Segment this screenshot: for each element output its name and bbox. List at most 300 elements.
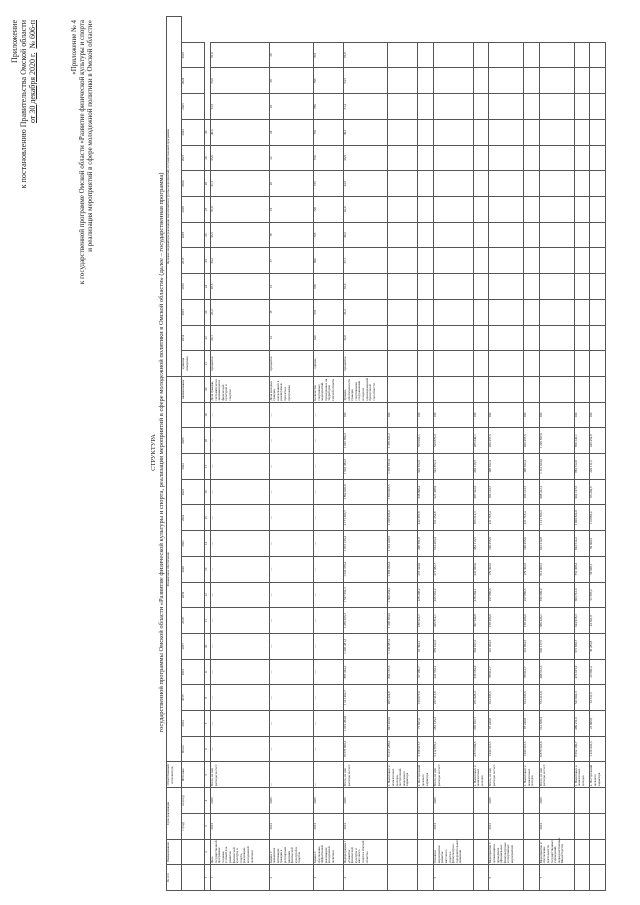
year-header: 2015 [182,685,205,711]
row-value: 965 324,8 [388,685,418,711]
row-from: 2014 [434,813,474,839]
empty-cell [473,119,489,145]
row-to: 2025 [211,788,270,814]
column-number: 11 [205,608,211,634]
indicator-value: 45,0 [211,145,270,171]
row-value: 230 184,9 [473,659,489,685]
indicator-value: 39,6 [344,222,388,248]
row-value: 69 600,6 [590,531,606,557]
indicator-value: 55,0 [211,42,270,68]
indicator-value: 750 [314,145,344,171]
column-header: Целевые индикаторы реализации мероприятия (группы мероприятий) государственной программы [167,17,182,377]
column-header: Наименование [167,839,182,865]
row-to: 2025 [314,788,344,814]
row-from: 2014 [314,813,344,839]
row-number: 7 [539,865,574,891]
title-line-1: СТРУКТУРА [150,434,157,471]
row-source: Всего, из них расходы за счет: [489,762,524,788]
row-value: 574 213,9 [539,685,574,711]
empty-cell [574,145,590,171]
row-value: 104 335,6 [524,685,540,711]
empty-cell [524,325,540,351]
document-title [150,0,166,905]
empty-cell [388,42,418,68]
row-value: 1 553 947,5 [388,479,418,505]
row-value: 100 [574,402,590,428]
row-value: 1 296 597,9 [539,428,574,454]
column-number: 12 [205,582,211,608]
row-value: 485 649,1 [473,428,489,454]
row-to [418,788,434,814]
empty-cell [524,351,540,377]
empty-cell [539,68,574,94]
row-value: 100 [418,402,434,428]
row-value: 471 382,7 [434,556,474,582]
row-value: — [314,531,344,557]
subheader: с (год) [182,813,205,839]
empty-cell [434,68,474,94]
row-value: 446 454,8 [590,428,606,454]
row-source: 2. Поступлений целевого характера [418,762,434,788]
empty-cell [473,376,489,402]
indicator-value: 44,5 [344,171,388,197]
row-value: 188 621,7 [418,608,434,634]
row-value: — [314,659,344,685]
row-value: 100 [434,402,474,428]
row-name [574,839,590,865]
indicator-unit: процентов [269,351,313,377]
row-value: 512 308,4 [539,711,574,737]
year-header: 2019 [182,197,205,223]
row-value: 228 208,2 [418,582,434,608]
indicator-value: 795 [314,68,344,94]
column-number: 3 [205,813,211,839]
row-to [574,788,590,814]
row-value: 693 712,0 [574,582,590,608]
empty-cell [434,145,474,171]
empty-cell [434,222,474,248]
column-header: Финансовое обеспечение [167,376,182,762]
column-number: 26 [205,222,211,248]
row-value: 241 563,2 [434,659,474,685]
empty-cell [524,222,540,248]
row-source: 1. Налоговых и неналоговых доходов [524,762,540,788]
row-value: 426 812,1 [434,608,474,634]
year-header: 2021 [182,531,205,557]
empty-cell [590,42,606,68]
empty-cell [590,274,606,300]
row-value: — [314,711,344,737]
row-name: Цель государственной программы: создание условий для развития физической культуры и спорта, реализации молодежной политики [211,839,270,865]
empty-cell [489,171,524,197]
row-source: — [314,762,344,788]
column-number: 18 [205,428,211,454]
indicator-name: Количество спортивных мероприятий, проведенных на территории Омской области [314,376,344,402]
column-header: Ответственный исполнитель [167,762,182,788]
row-value: 158 206,0 [524,608,540,634]
row-value: — [314,479,344,505]
table-row [590,17,606,891]
row-value: 998 412,1 [539,479,574,505]
row-value: 1 397 811,9 [388,454,418,480]
year-header: Всего [182,736,205,762]
empty-cell [418,119,434,145]
empty-cell [590,376,606,402]
row-value: 114 883,4 [590,505,606,531]
row-value: — [269,633,313,659]
empty-cell [539,145,574,171]
row-source: Всего, из них расходы за счет: [344,762,388,788]
row-value: — [269,685,313,711]
year-header: 2017 [182,248,205,274]
row-from [574,813,590,839]
indicator-value: 46,9 [344,145,388,171]
table-row [269,17,313,891]
empty-cell [590,351,606,377]
empty-cell [418,42,434,68]
empty-cell [434,299,474,325]
indicator-value: 55,0 [211,68,270,94]
row-value: — [269,531,313,557]
row-name: Мероприятие 2: обеспечение деятельности государственных учреждений, подведомственных Министерству [539,839,574,865]
row-value: 196 114,7 [524,479,540,505]
empty-cell [418,171,434,197]
empty-cell [473,299,489,325]
indicator-value: 690 [314,248,344,274]
year-header: 2024 [182,454,205,480]
approval-number: № 606-п [28,20,37,49]
row-value: — [314,454,344,480]
empty-cell [524,171,540,197]
row-number [524,865,540,891]
table-row [434,17,474,891]
row-value: — [269,479,313,505]
empty-cell [524,299,540,325]
year-header: 2014 [182,711,205,737]
row-value: 100 [473,402,489,428]
row-value: — [269,711,313,737]
row-value: 100 [539,402,574,428]
row-value: 156 077,9 [418,685,434,711]
row-value: 441 926,0 [473,556,489,582]
indicator-value: 28 [269,68,313,94]
row-value: — [314,736,344,762]
empty-cell [489,119,524,145]
indicator-value: 810 [314,42,344,68]
subheader: единица измерения [182,351,205,377]
row-value: 602 117,5 [539,633,574,659]
empty-cell [388,376,418,402]
indicator-value: 26 [269,94,313,120]
row-value: 482 113,5 [473,531,489,557]
row-to [473,788,489,814]
row-value: 15 417 288,6 [388,736,418,762]
year-header: 2023 [182,479,205,505]
indicator-value: 18 [269,222,313,248]
row-value: 1 944 321,5 [524,736,540,762]
row-value: — [211,685,270,711]
indicator-value: 37,0 [211,197,270,223]
row-to: 2025 [344,788,388,814]
indicator-value: 42,0 [344,197,388,223]
indicator-value: 49,3 [211,119,270,145]
row-value: — [269,736,313,762]
empty-cell [574,299,590,325]
row-value: — [269,428,313,454]
indicator-value: 780 [314,94,344,120]
row-value: 1 641 376,4 [344,556,388,582]
row-value: — [211,479,270,505]
empty-cell [590,197,606,223]
column-number: 4 [205,788,211,814]
row-number: 6 [489,865,524,891]
empty-cell [574,222,590,248]
table-row [388,17,418,891]
row-value: 1 309 454,1 [388,582,418,608]
indicator-value: 640 [314,325,344,351]
empty-cell [489,94,524,120]
table-row [489,17,524,891]
empty-cell [574,42,590,68]
header-row [167,17,182,891]
row-value: 158 206,0 [489,608,524,634]
year-header: 2025 [182,42,205,68]
column-number: 2 [205,839,211,865]
row-value: 1 728 935,9 [388,505,418,531]
row-value: — [211,454,270,480]
row-value: 487 322,6 [473,479,489,505]
row-value: 913 214,8 [539,531,574,557]
empty-cell [590,68,606,94]
row-value: 843 614,2 [574,531,590,557]
row-from [388,813,418,839]
row-value: 100 [489,402,524,428]
empty-cell [539,222,574,248]
row-value: 71 821,0 [418,711,434,737]
row-from: 2014 [539,813,574,839]
row-value: 1 121 402,7 [344,685,388,711]
row-value: 752 308,4 [574,556,590,582]
empty-cell [590,325,606,351]
year-header: 2024 [182,68,205,94]
row-value: 883 512,8 [574,454,590,480]
row-value: 1 944 321,5 [489,736,524,762]
row-from [524,813,540,839]
empty-cell [524,197,540,223]
subheader-row [182,17,205,891]
row-value: 30 286,8 [590,633,606,659]
row-source: Всего, из них расходы за счет: [434,762,474,788]
column-number: 28 [205,171,211,197]
year-header: 2018 [182,608,205,634]
row-value: 1 901 384,5 [344,454,388,480]
row-source: — [269,762,313,788]
row-value: 179 302,6 [524,556,540,582]
empty-cell [473,325,489,351]
empty-cell [418,274,434,300]
blank-header [182,402,205,428]
row-value: 1 925 384,3 [344,428,388,454]
annex-block [70,20,94,284]
row-number: 4 [344,865,388,891]
row-value: 200 457,6 [524,428,540,454]
empty-cell [473,351,489,377]
column-number: 29 [205,145,211,171]
column-number: 9 [205,659,211,685]
empty-cell [539,325,574,351]
indicator-value: 30,2 [211,248,270,274]
row-value: 141 064,3 [524,633,540,659]
row-source: 1. Налоговых и неналоговых доходов, поступлений нецелевого характера [388,762,418,788]
row-number [388,865,418,891]
indicator-name: Уровень обеспеченности граждан спортивными сооружениями исходя из единовременной пропускной способности [344,376,388,402]
indicator-unit: процентов [211,351,270,377]
empty-cell [590,171,606,197]
row-name: Задача 2: обеспечение эффективной реализации молодежной политики [314,839,344,865]
row-number [590,865,606,891]
indicator-value: 670 [314,274,344,300]
row-value: — [211,711,270,737]
empty-cell [590,145,606,171]
row-value: — [269,505,313,531]
indicator-value: 24,1 [211,325,270,351]
row-value: — [314,556,344,582]
row-value: 526 876,0 [434,428,474,454]
empty-cell [590,94,606,120]
column-number: 27 [205,197,211,223]
row-value: 498 612,3 [539,659,574,685]
empty-cell [524,94,540,120]
row-value: 1 019 284,9 [344,711,388,737]
empty-cell [539,171,574,197]
empty-cell [574,351,590,377]
empty-cell [388,299,418,325]
indicator-name: Доля молодых граждан, вовлеченных в реализуемые проекты и программы [269,376,313,402]
year-header: 2014 [182,325,205,351]
row-value: 23 096,8 [590,711,606,737]
indicator-value: 28,5 [211,274,270,300]
empty-cell [574,274,590,300]
column-number: 25 [205,248,211,274]
year-header: 2020 [182,556,205,582]
row-value: 9 876 543,0 [539,736,574,762]
row-to: 2025 [539,788,574,814]
empty-cell [590,222,606,248]
empty-cell [434,325,474,351]
row-to [590,788,606,814]
table-row [344,17,388,891]
approval-date-line [28,20,37,188]
subheader: Источник [182,762,205,788]
row-value: 51 597,2 [590,582,606,608]
empty-cell [418,376,434,402]
row-value: 484 116,5 [473,454,489,480]
row-value: 1 516 428,6 [388,531,418,557]
column-number: 8 [205,685,211,711]
row-name [473,839,489,865]
column-number: 14 [205,531,211,557]
row-value: 198 632,4 [524,454,540,480]
column-number: 5 [205,762,211,788]
empty-cell [388,351,418,377]
row-value: 379 412,6 [434,633,474,659]
row-value: 100 [388,402,418,428]
column-number: 21 [205,351,211,377]
row-value: 571 830,7 [574,633,590,659]
column-number: 1 [205,865,211,891]
row-name [418,839,434,865]
row-value: 1 456 925,3 [344,608,388,634]
row-value: 5 212 876,1 [434,736,474,762]
empty-cell [473,42,489,68]
empty-cell [434,351,474,377]
indicator-value: 41,1 [211,171,270,197]
row-value: 489 211,6 [574,711,590,737]
annex-line-2: к государственной программе Омской области «Развитие физической культуры и спорта [78,20,86,285]
empty-cell [434,171,474,197]
empty-cell [388,119,418,145]
row-value: 196 114,7 [489,479,524,505]
empty-cell [524,42,540,68]
row-value: 745 309,2 [539,582,574,608]
row-value: — [211,505,270,531]
empty-cell [574,376,590,402]
year-header: 2023 [182,94,205,120]
row-value: 1 206 481,3 [344,633,388,659]
row-value: 18 575 906,3 [344,736,388,762]
empty-cell [418,351,434,377]
row-number: 1 [211,865,270,891]
row-from [418,813,434,839]
row-value: 503 572,6 [418,454,434,480]
empty-cell [418,94,434,120]
row-value: — [269,608,313,634]
column-number: 24 [205,274,211,300]
empty-cell [489,351,524,377]
row-value: — [314,582,344,608]
empty-cell [574,171,590,197]
row-value: — [211,736,270,762]
empty-cell [418,222,434,248]
table-row [524,17,540,891]
empty-cell [434,42,474,68]
table-row [314,17,344,891]
year-header: 2021 [182,145,205,171]
row-value: 221 718,4 [489,505,524,531]
empty-cell [434,94,474,120]
row-value: 1 384 052,4 [388,556,418,582]
row-value: — [269,582,313,608]
row-value: 100 [524,402,540,428]
row-value: 1 145 087,2 [388,633,418,659]
row-name: Задача 1: повышение мотивации граждан к регулярным занятиям физической культурой и спортом [269,839,313,865]
row-value: 200 457,6 [489,428,524,454]
empty-cell [434,376,474,402]
row-from [473,813,489,839]
row-value: 566 214,3 [473,505,489,531]
row-value: 44 501,8 [590,608,606,634]
column-number: 23 [205,299,211,325]
empty-cell [473,94,489,120]
row-source: Всего, из них расходы за счет: [539,762,574,788]
row-value: 1 112 624,0 [539,454,574,480]
empty-cell [489,145,524,171]
annex-line-3: и реализация мероприятий в сфере молодежной политики в Омской области» [86,20,94,252]
row-value: — [314,685,344,711]
empty-cell [590,299,606,325]
indicator-value: 765 [314,119,344,145]
year-header: 2015 [182,299,205,325]
